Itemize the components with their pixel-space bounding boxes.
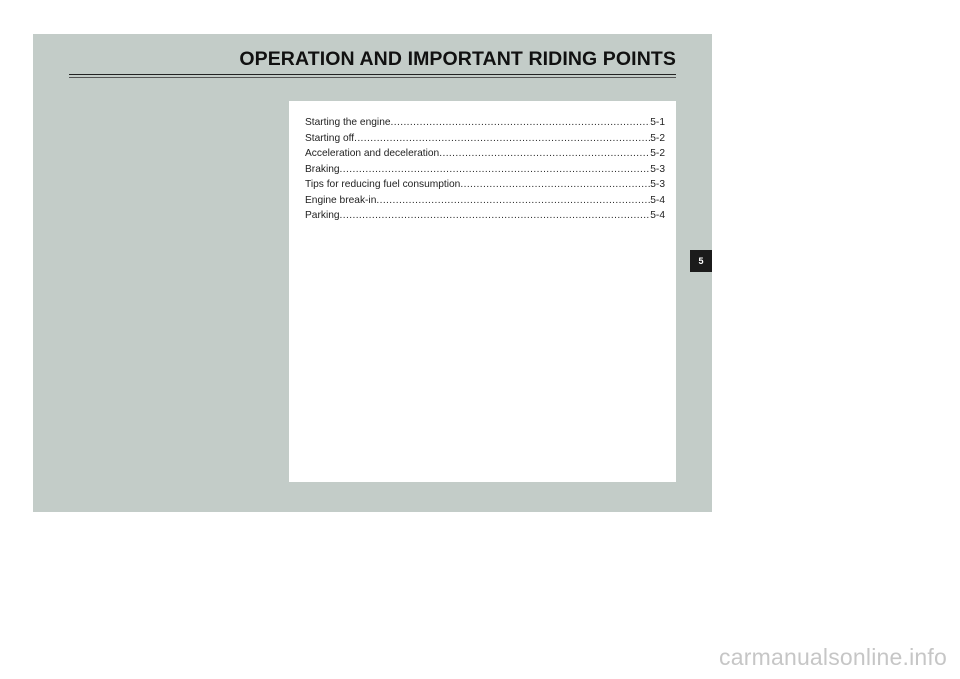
toc-entry-braking[interactable] [305,162,665,178]
toc-list [289,101,665,224]
toc-entry-label: Starting the engine [305,117,391,128]
watermark-text: carmanualsonline.info [719,644,947,670]
toc-entry-starting-off[interactable] [305,131,665,147]
toc-entry-label: Braking [305,163,340,175]
toc-dot-leader [376,193,650,209]
manual-page [33,34,712,512]
toc-entry-page: 5-1 [650,117,665,128]
toc-dot-leader [460,177,650,193]
toc-entry-label: Engine break-in [305,194,377,206]
toc-dot-leader [439,146,650,162]
toc-entry-page: 5-4 [650,210,665,221]
toc-entry-starting-the-engine[interactable] [305,115,665,131]
toc-entry-tips-for-reducing-fuel-consumption[interactable] [305,177,665,193]
table-of-contents [289,101,676,482]
title-divider [69,74,676,78]
toc-dot-leader [340,162,651,178]
toc-entry-page: 5-2 [650,148,665,159]
toc-entry-acceleration-and-deceleration[interactable] [305,146,665,162]
toc-entry-parking[interactable] [305,208,665,224]
toc-entry-label: Tips for reducing fuel consumption [305,179,461,190]
toc-entry-engine-break-in[interactable] [305,193,665,209]
toc-entry-label: Starting off [305,132,355,144]
toc-dot-leader [391,115,651,131]
toc-dot-leader [354,131,650,147]
chapter-tab[interactable]: 5 [690,250,712,272]
toc-entry-page: 5-3 [650,163,665,175]
toc-entry-page: 5-4 [650,194,665,206]
toc-entry-page: 5-2 [650,132,665,144]
toc-entry-label: Acceleration and deceleration [305,148,440,159]
chapter-title: OPERATION AND IMPORTANT RIDING POINTS [239,48,676,70]
toc-dot-leader [340,208,651,224]
toc-entry-label: Parking [305,210,340,221]
toc-entry-page: 5-3 [650,179,665,190]
